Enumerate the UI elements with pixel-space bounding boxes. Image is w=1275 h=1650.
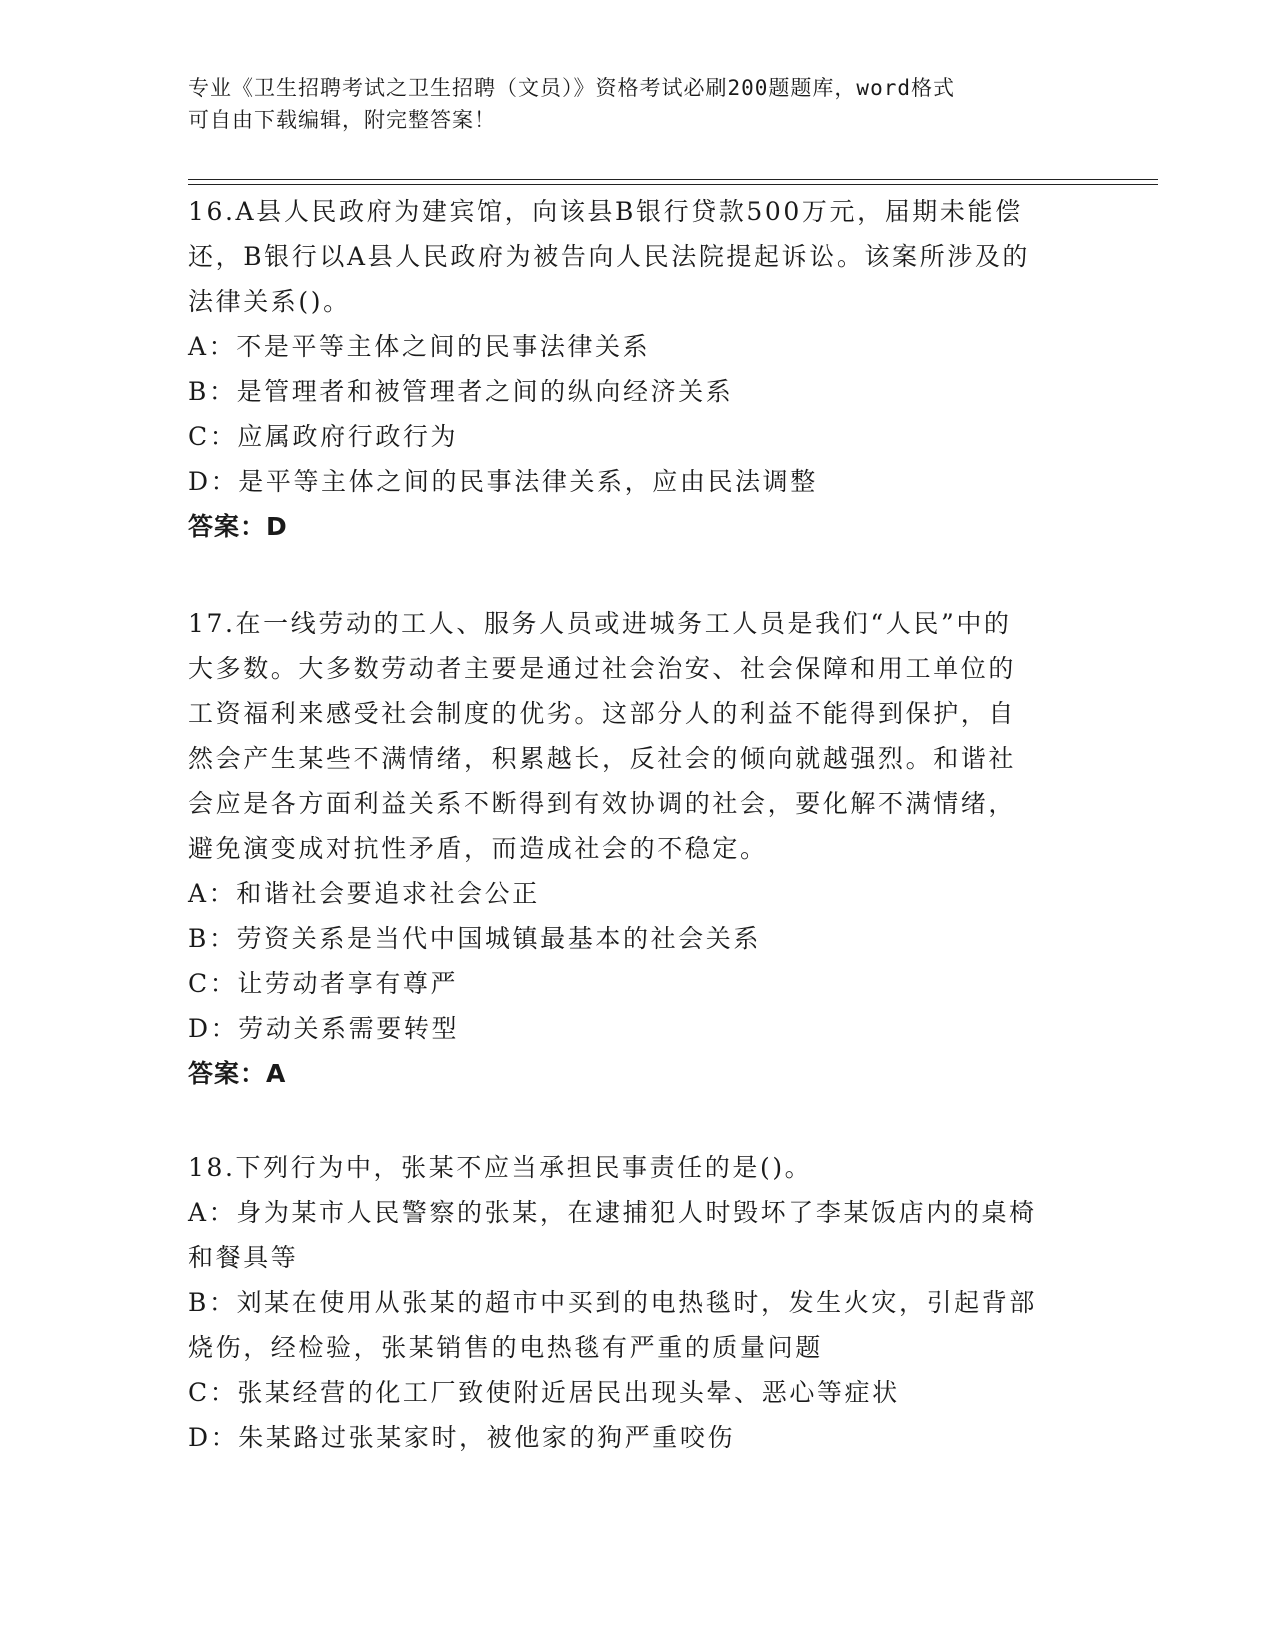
option-b: B：劳资关系是当代中国城镇最基本的社会关系 [188, 924, 761, 953]
question-stem-line: 会应是各方面利益关系不断得到有效协调的社会，要化解不满情绪， [188, 789, 1017, 818]
option-d: D：劳动关系需要转型 [188, 1014, 460, 1043]
question-18 [188, 1145, 1088, 1460]
option-d: D：朱某路过张某家时，被他家的狗严重咬伤 [188, 1423, 736, 1452]
option-a-continued: 和餐具等 [188, 1243, 299, 1272]
question-stem-line: 16.A县人民政府为建宾馆，向该县B银行贷款500万元，届期未能偿 [188, 197, 1023, 226]
question-17 [188, 601, 1088, 1096]
header-divider [188, 179, 1158, 180]
question-stem-line: 18.下列行为中，张某不应当承担民事责任的是()。 [188, 1153, 813, 1182]
question-stem-line: 然会产生某些不满情绪，积累越长，反社会的倾向就越强烈。和谐社 [188, 744, 1017, 773]
question-stem-line: 避免演变成对抗性矛盾，而造成社会的不稳定。 [188, 834, 768, 863]
question-16 [188, 189, 1088, 549]
header-line: 可自由下载编辑，附完整答案！ [188, 108, 496, 132]
answer-label: 答案：A [188, 1059, 287, 1088]
option-c: C：让劳动者享有尊严 [188, 969, 459, 998]
option-d: D：是平等主体之间的民事法律关系，应由民法调整 [188, 467, 818, 496]
option-a: A：不是平等主体之间的民事法律关系 [188, 332, 651, 361]
question-stem-line: 工资福利来感受社会制度的优劣。这部分人的利益不能得到保护，自 [188, 699, 1017, 728]
question-stem-line: 还，B银行以A县人民政府为被告向人民法院提起诉讼。该案所涉及的 [188, 242, 1031, 271]
option-c: C：应属政府行政行为 [188, 422, 459, 451]
question-stem-line: 17.在一线劳动的工人、服务人员或进城务工人员是我们“人民”中的 [188, 609, 1012, 638]
option-c: C：张某经营的化工厂致使附近居民出现头晕、恶心等症状 [188, 1378, 900, 1407]
question-stem-line: 法律关系()。 [188, 287, 351, 316]
answer-label: 答案：D [188, 512, 288, 541]
option-a: A：身为某市人民警察的张某，在逮捕犯人时毁坏了李某饭店内的桌椅 [188, 1198, 1037, 1227]
option-b-continued: 烧伤，经检验，张某销售的电热毯有严重的质量问题 [188, 1333, 823, 1362]
option-b: B：刘某在使用从张某的超市中买到的电热毯时，发生火灾，引起背部 [188, 1288, 1037, 1317]
option-b: B：是管理者和被管理者之间的纵向经济关系 [188, 377, 734, 406]
question-stem-line: 大多数。大多数劳动者主要是通过社会治安、社会保障和用工单位的 [188, 654, 1017, 683]
header-line: 专业《卫生招聘考试之卫生招聘（文员）》资格考试必刷200题题库，word格式 [188, 76, 955, 100]
header-divider [188, 184, 1158, 185]
document-header [188, 72, 1068, 136]
option-a: A：和谐社会要追求社会公正 [188, 879, 540, 908]
